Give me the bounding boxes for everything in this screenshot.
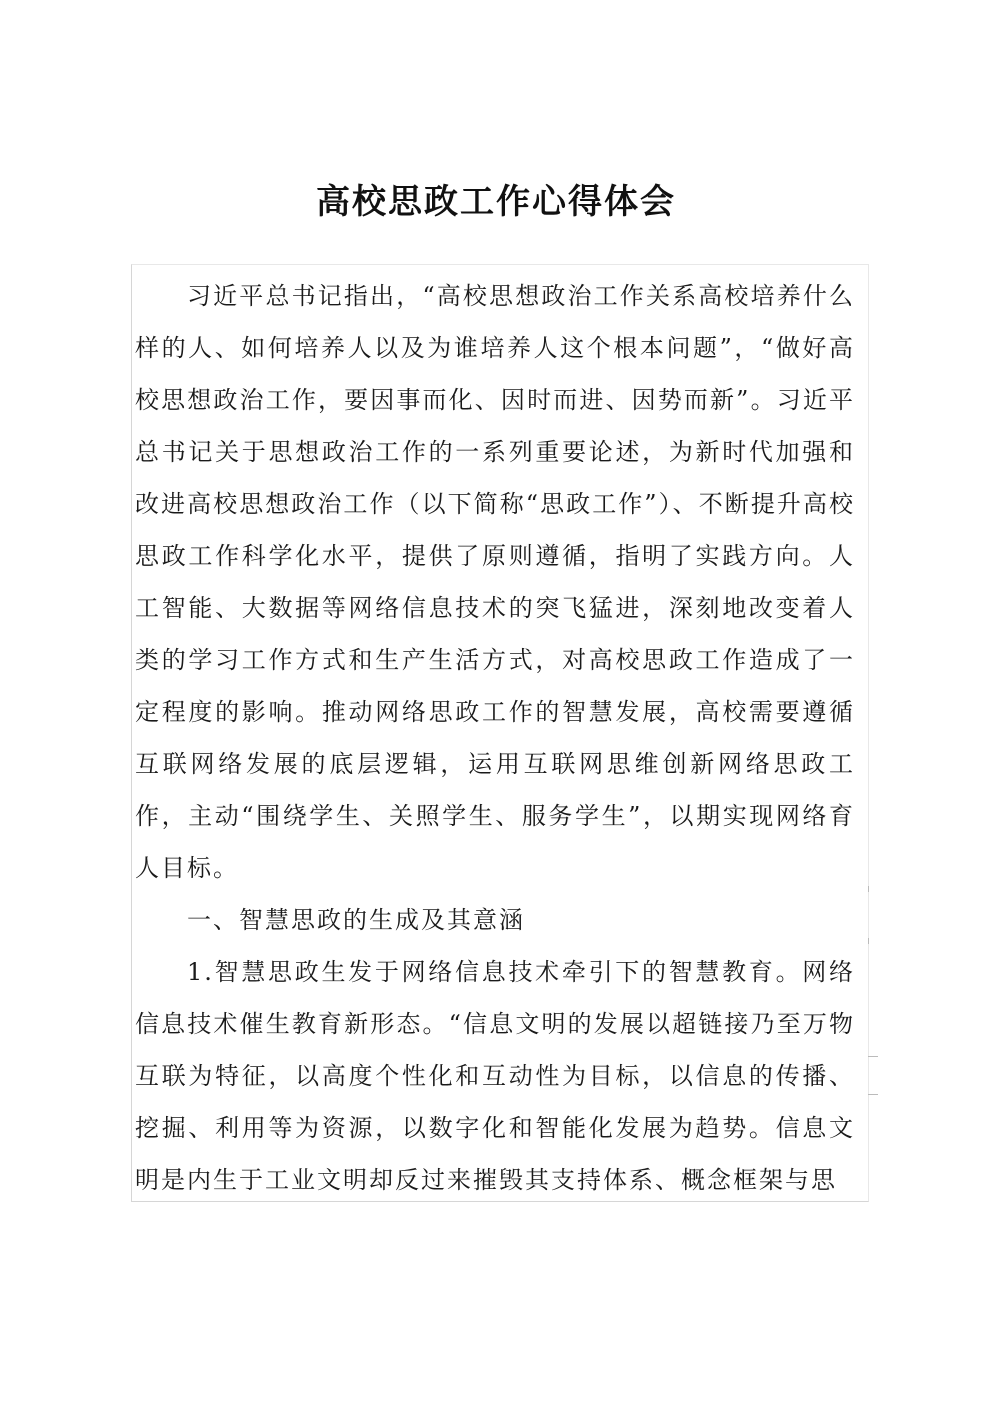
margin-mark bbox=[868, 1056, 878, 1057]
margin-mark bbox=[868, 1094, 878, 1095]
paragraph-intro: 习近平总书记指出，“高校思想政治工作关系高校培养什么样的人、如何培养人以及为谁培养人这个根本问题”，“做好高校思想政治工作，要因事而化、因时而进、因势而新”。习近平总书记关于思想政治工作的一系列重要论述，为新时代加强和改进高校思想政治工作（以下简称“思政工作”）、不断提升高校思政工作科学化水平，提供了原则遵循，指明了实践方向。人工智能、大数据等网络信息技术的突飞猛进，深刻地改变着人类的学习工作方式和生产生活方式，对高校思政工作造成了一定程度的影响。推动网络思政工作的智慧发展，高校需要遵循互联网络发展的底层逻辑，运用互联网思维创新网络思政工作，主动“围绕学生、关照学生、服务学生”，以期实现网络育人目标。 bbox=[135, 282, 855, 882]
margin-mark bbox=[868, 938, 869, 944]
document-title: 高校思政工作心得体会 bbox=[316, 182, 676, 222]
paragraph-section-1: 1.智慧思政生发于网络信息技术牵引下的智慧教育。网络信息技术催生教育新形态。“信息文明的发展以超链接乃至万物互联为特征，以高度个性化和互动性为目标，以信息的传播、挖掘、利用等为资源，以数字化和智能化发展为趋势。信息文明是内生于工业文明却反过来摧毁其支持体系、概念框架与思 bbox=[135, 958, 855, 1194]
section-heading: 一、智慧思政的生成及其意涵 bbox=[187, 906, 525, 934]
margin-mark bbox=[868, 886, 869, 892]
document-body bbox=[135, 270, 855, 1206]
